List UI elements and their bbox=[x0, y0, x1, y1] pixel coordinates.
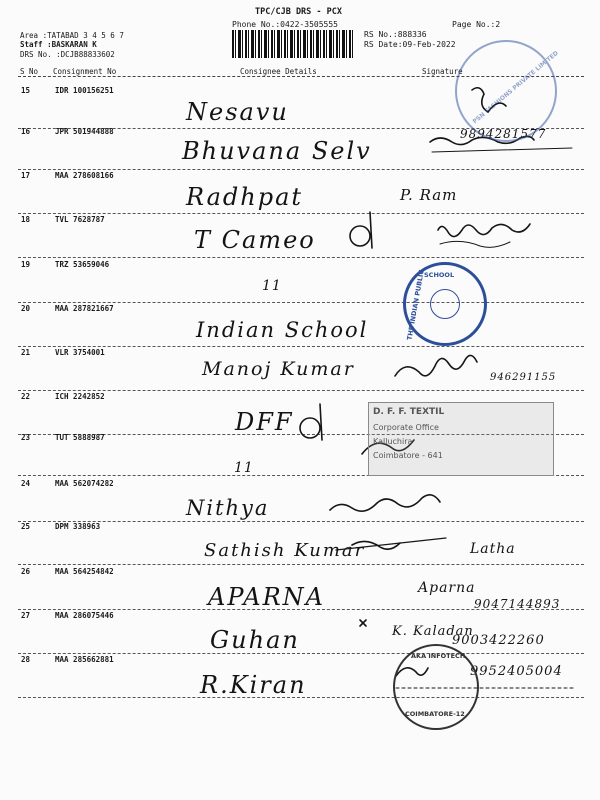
rs-date: RS Date:09-Feb-2022 bbox=[364, 40, 456, 49]
stamp-text: PSN FASHIONS PRIVATE LIMITED bbox=[471, 49, 560, 126]
handwritten-name: T Cameo bbox=[194, 226, 316, 254]
row-sno: 19 bbox=[21, 260, 31, 269]
infotech-stamp bbox=[393, 644, 479, 730]
row-consignment: IDR 100156251 bbox=[55, 86, 114, 95]
phone-number: Phone No.:0422-3505555 bbox=[232, 20, 338, 29]
handwritten-signature: P. Ram bbox=[400, 186, 458, 204]
handwritten-name: APARNA bbox=[208, 583, 326, 611]
handwritten-name: Bhuvana Selv bbox=[182, 137, 372, 165]
row-consignment: TRZ 53659046 bbox=[55, 260, 110, 269]
col-signature-header: Signature bbox=[422, 67, 463, 76]
row-sno: 25 bbox=[21, 522, 31, 531]
row-sno: 26 bbox=[21, 567, 31, 576]
col-consignee-header: Consignee Details bbox=[240, 67, 317, 76]
area-label: Area :TATABAD 3 4 5 6 7 bbox=[20, 31, 124, 40]
handwritten-phone: 9894281577 bbox=[460, 127, 547, 141]
handwritten-name: Guhan bbox=[210, 626, 300, 654]
handwritten-phone: 9003422260 bbox=[452, 633, 545, 648]
stamp-text: SCHOOL bbox=[424, 271, 455, 279]
row-consignment: TVL 7628787 bbox=[55, 215, 105, 224]
row-sno: 24 bbox=[21, 479, 31, 488]
handwritten-name: Radhpat bbox=[186, 183, 304, 211]
handwritten-name: Nesavu bbox=[186, 98, 289, 126]
handwritten-name: R.Kiran bbox=[200, 671, 307, 699]
row-consignment: TUT 5888987 bbox=[55, 433, 105, 442]
row-sno: 16 bbox=[21, 127, 31, 136]
stamp-text: THE INDIAN PUBLIC bbox=[405, 269, 426, 341]
handwritten-name: Nithya bbox=[186, 496, 270, 520]
stamp-text: Coimbatore - 641 bbox=[373, 451, 443, 460]
rs-number: RS No.:888336 bbox=[364, 30, 427, 39]
row-consignment: JPR 501944888 bbox=[55, 127, 114, 136]
row-consignment: MAA 287821667 bbox=[55, 304, 114, 313]
col-sno-header: S No bbox=[20, 67, 39, 76]
handwritten-name: Sathish Kumar bbox=[204, 540, 366, 561]
row-consignment: MAA 562074282 bbox=[55, 479, 114, 488]
row-sno: 21 bbox=[21, 348, 31, 357]
col-consignment-header: Consignment No bbox=[53, 67, 117, 76]
school-stamp bbox=[403, 262, 487, 346]
row-consignment: MAA 285662881 bbox=[55, 655, 114, 664]
row-sno: 23 bbox=[21, 433, 31, 442]
staff-label: Staff :BASKARAN K bbox=[20, 40, 97, 49]
handwritten-phone: 9952405004 bbox=[470, 664, 563, 679]
stamp-text: Kalluchira bbox=[373, 437, 413, 446]
company-stamp bbox=[455, 40, 560, 142]
row-consignment: MAA 278608166 bbox=[55, 171, 114, 180]
row-consignment: MAA 286075446 bbox=[55, 611, 114, 620]
handwritten-signature: Aparna bbox=[418, 580, 476, 596]
row-sno: 28 bbox=[21, 655, 31, 664]
stamp-text: Corporate Office bbox=[373, 423, 439, 432]
stamp-text: D. F. F. TEXTIL bbox=[373, 407, 445, 417]
drs-number: DRS No. :DCJB88833602 bbox=[20, 50, 115, 59]
textile-stamp bbox=[368, 402, 554, 476]
row-sno: 22 bbox=[21, 392, 31, 401]
row-sno: 17 bbox=[21, 171, 31, 180]
row-consignment: DPM 338963 bbox=[55, 522, 101, 531]
handwritten-ditto: 11 bbox=[234, 460, 254, 476]
page-number: Page No.:2 bbox=[452, 20, 501, 29]
row-sno: 15 bbox=[21, 86, 31, 95]
sheet-title: TPC/CJB DRS - PCX bbox=[255, 7, 342, 17]
handwritten-name: Indian School bbox=[196, 318, 369, 342]
handwritten-phone: 9047144893 bbox=[474, 597, 561, 611]
handwritten-phone: 946291155 bbox=[490, 372, 557, 383]
row-consignment: VLR 3754001 bbox=[55, 348, 105, 357]
row-consignment: MAA 564254842 bbox=[55, 567, 114, 576]
handwritten-name: Manoj Kumar bbox=[202, 358, 355, 380]
handwritten-ditto: 11 bbox=[262, 278, 282, 294]
row-sno: 27 bbox=[21, 611, 31, 620]
stamp-text: AKA INFOTECH bbox=[411, 652, 466, 660]
stamp-emblem bbox=[430, 289, 460, 319]
row-sno: 18 bbox=[21, 215, 31, 224]
handwritten-name: DFF bbox=[235, 408, 294, 436]
handwritten-signature: K. Kaladan bbox=[392, 624, 474, 639]
row-consignment: ICH 2242852 bbox=[55, 392, 105, 401]
handwritten-signature: Latha bbox=[470, 541, 516, 557]
row-sno: 20 bbox=[21, 304, 31, 313]
stamp-text: COIMBATORE-12 bbox=[405, 710, 465, 718]
